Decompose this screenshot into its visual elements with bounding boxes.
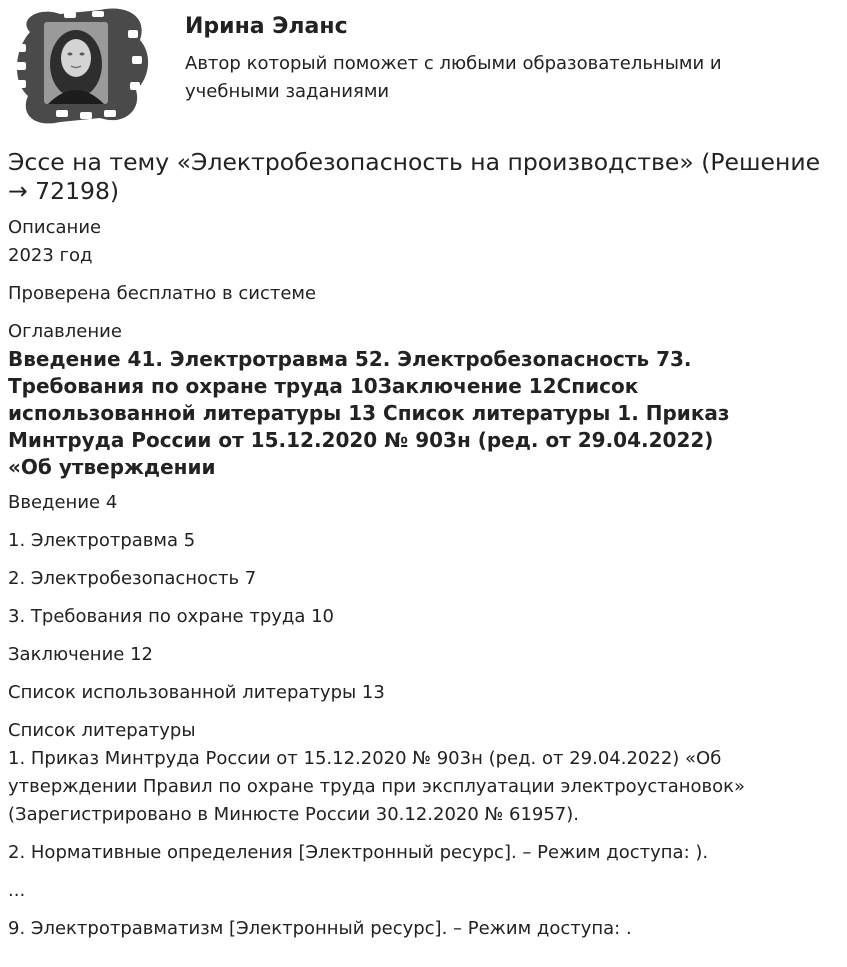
toc-bold-line: «Об утверждении [8,455,216,479]
toc-bold-line: Введение 41. Электротравма 52. Электробезопасность 73. [8,347,692,371]
toc-bold-line: Требования по охране труда 10Заключение 12Список [8,374,639,398]
toc-bold-summary [8,346,840,481]
author-description-line: учебными заданиями [185,81,390,102]
description-label: Описание [8,217,102,238]
reference-line: (Зарегистрировано в Минюсте России 30.12.2020 № 61957). [8,804,579,825]
checked-text: Проверена бесплатно в системе [8,283,317,304]
toc-item: 1. Электротравма 5 [8,530,196,551]
title-line: Эссе на тему «Электробезопасность на производстве» (Решение [8,148,821,176]
toc-bold-line: Минтруда России от 15.12.2020 № 903н (ред. от 29.04.2022) [8,428,714,452]
year-text: 2023 год [8,245,93,266]
document-content [8,148,840,943]
author-description [185,50,785,106]
reference-line: 1. Приказ Минтруда России от 15.12.2020 № 903н (ред. от 29.04.2022) «Об [8,748,722,769]
toc-item: Введение 4 [8,492,118,513]
toc-bold-line: использованной литературы 13 Список литературы 1. Приказ [8,401,730,425]
author-header [8,6,843,126]
toc-label: Оглавление [8,321,122,342]
reference-2: 2. Нормативные определения [Электронный ресурс]. – Режим доступа: ). [8,842,709,863]
toc-item: 2. Электробезопасность 7 [8,568,257,589]
reference-9: 9. Электротравматизм [Электронный ресурс]. – Режим доступа: . [8,918,632,939]
author-name[interactable]: Ирина Эланс [185,14,348,39]
toc-item: 3. Требования по охране труда 10 [8,606,335,627]
document-title [8,148,840,206]
author-avatar[interactable] [8,6,152,126]
toc-item: Заключение 12 [8,644,153,665]
author-description-line: Автор который поможет с любыми образовательными и [185,53,722,74]
author-photo [44,22,108,104]
references-label: Список литературы [8,720,196,741]
toc-list [8,489,840,707]
reference-line: утверждении Правил по охране труда при эксплуатации электроустановок» [8,776,746,797]
reference-1 [8,745,840,829]
title-line: → 72198) [8,177,120,205]
references-ellipsis: ... [8,880,26,901]
toc-item: Список использованной литературы 13 [8,682,385,703]
